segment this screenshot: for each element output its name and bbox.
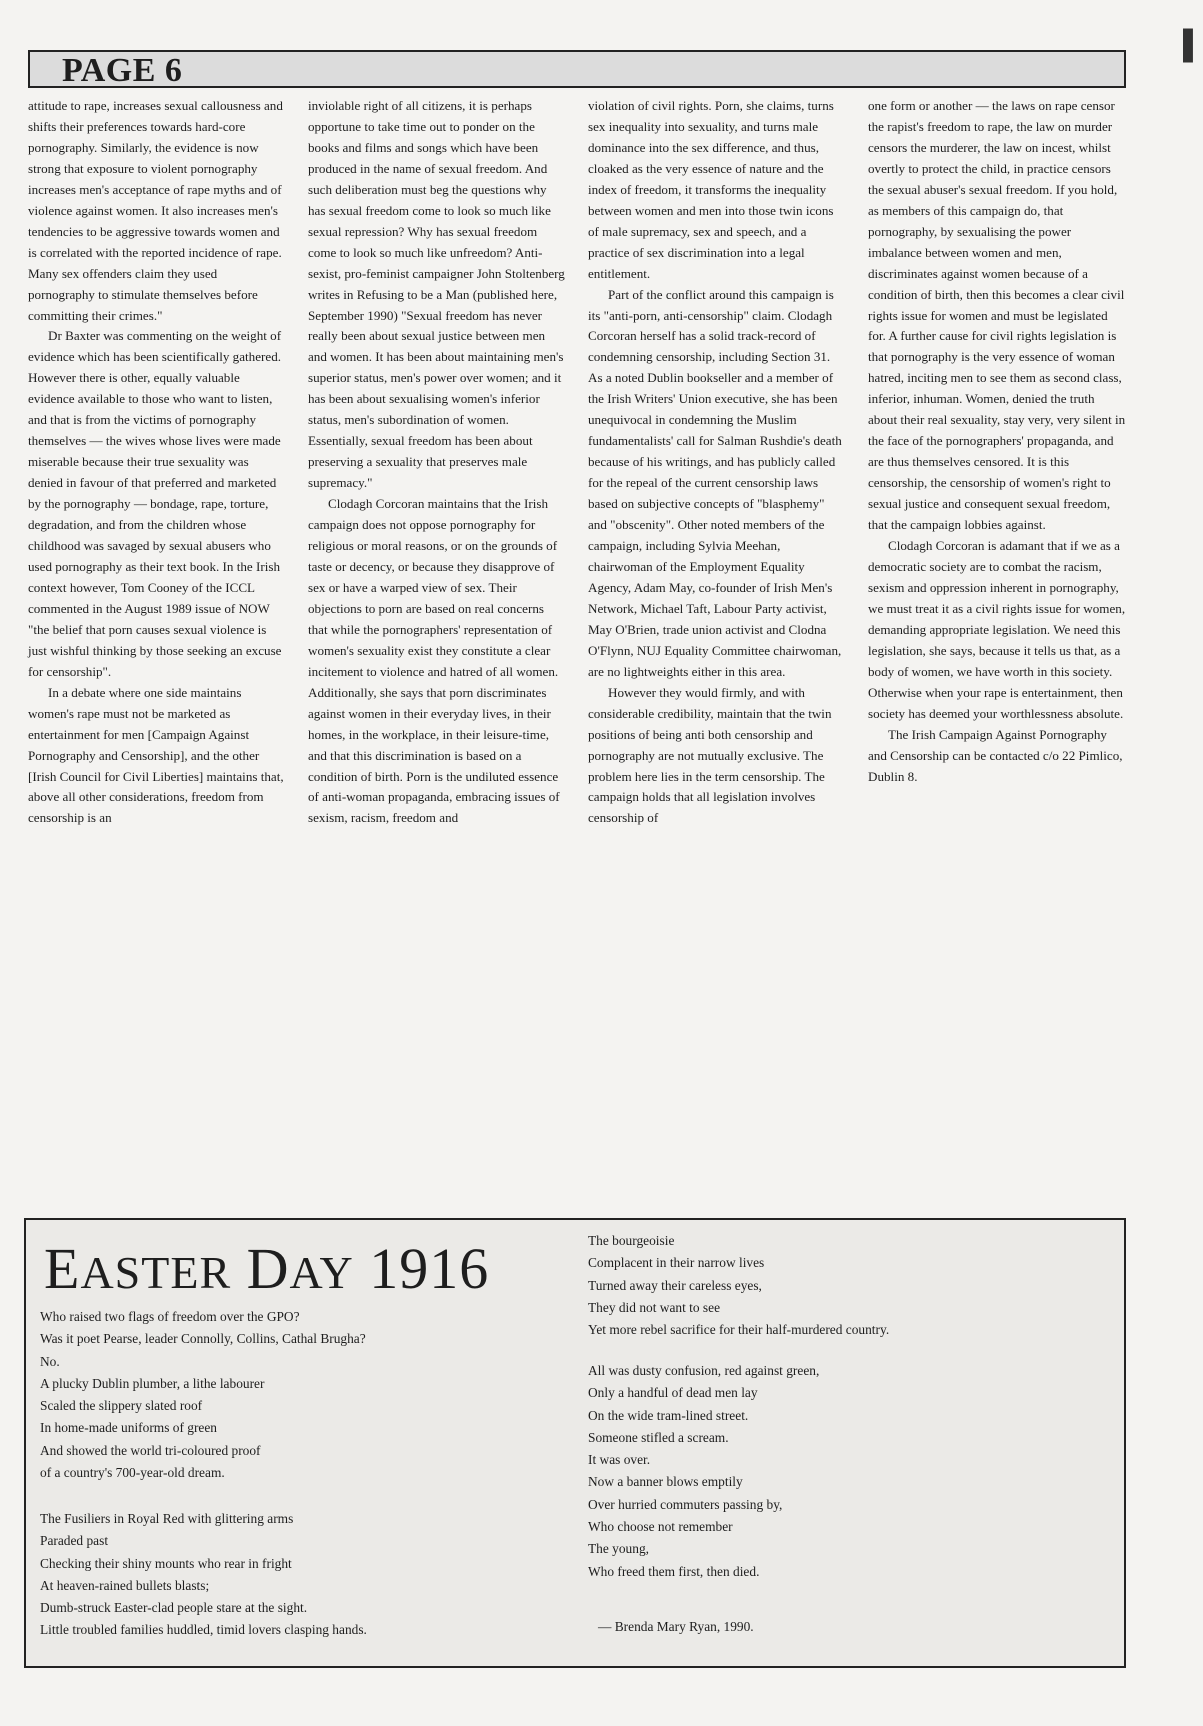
article-columns: [28, 96, 1126, 1204]
paragraph: Part of the conflict around this campaign is its "anti-porn, anti-censorship" claim. Clodagh Corcoran herself has a solid track-record of condemning censorship, including Section 31. As a noted Dublin bookseller and a member of the Irish Writers' Union executive, she has been unequivocal in condemning the Muslim fundamentalists' call for Salman Rushdie's death because of his writings, and has publicly called for the repeal of the current censorship laws based on subjective concepts of "blasphemy" and "obscenity". Other noted members of the campaign, including Sylvia Meehan, chairwoman of the Employment Equality Agency, Adam May, co-founder of Irish Men's Network, Michael Taft, Labour Party activist, May O'Brien, trade union activist and Clodna O'Flynn, NUJ Equality Committee chairwoman, are no lightweights either in this area.: [588, 286, 842, 679]
poem-line: And showed the world tri-coloured proof: [40, 1442, 261, 1458]
paragraph: In a debate where one side maintains women's rape must not be marketed as entertainment for men [Campaign Against Pornography and Censorship], and the other [Irish Council for Civil Liberties] maintains that, above all other considerations, freedom from censorship is an: [28, 684, 284, 826]
poem-stanza-right-1: [588, 1230, 1108, 1341]
article-column-4: [868, 96, 1126, 1204]
paragraph: attitude to rape, increases sexual callousness and shifts their preferences towards hard-core pornography. Similarly, the evidence is now strong that exposure to violent pornography increases men's acceptance of rape myths and of violence against women. It also increases men's tendencies to be aggressive towards women and is correlated with the reported incidence of rape. Many sex offenders claim they used pornography to stimulate themselves before committing their crimes.": [28, 98, 283, 323]
paragraph: Clodagh Corcoran is adamant that if we as a democratic society are to combat the racism, sexism and oppression inherent in pornography, we must treat it as a civil rights issue for women, demanding appropriate legislation. We need this legislation, she says, because it tells us that, as a body of women, we have worth in this society. Otherwise when your rape is entertainment, then society has deemed your worthlessness absolute.: [868, 538, 1126, 721]
paragraph: The Irish Campaign Against Pornography and Censorship can be contacted c/o 22 Pimlico, Dublin 8.: [868, 726, 1123, 784]
poem-line: The bourgeoisie: [588, 1233, 675, 1248]
paragraph: one form or another — the laws on rape censor the rapist's freedom to rape, the law on murder censors the murderer, the law on incest, whilst overtly to protect the child, in practice censors the sexual abuser's sexual freedom. If you hold, as members of this campaign do, that pornography, by sexualising the power imbalance between women and men, discriminates against women because of a condition of birth, then this becomes a clear civil rights issue for women and must be legislated for. A further cause for civil rights legislation is that pornography is the very essence of woman hatred, inciting men to see them as second class, inferior, inhuman. Women, denied the truth about their real sexuality, stay very, very silent in the face of the pornographers' propaganda, and are thus themselves censored. It is this censorship, the censorship of women's right to sexual justice and consequent sexual freedom, that the campaign lobbies against.: [868, 98, 1126, 533]
poem-line: Who raised two flags of freedom over the GPO?: [40, 1309, 300, 1324]
article-column-1: [28, 96, 286, 1204]
poem-stanza-right-2: [588, 1360, 1108, 1583]
poem-stanza-left-1: [40, 1306, 540, 1484]
poem-line: Over hurried commuters passing by,: [588, 1496, 783, 1512]
poem-line: At heaven-rained bullets blasts;: [40, 1577, 210, 1593]
poem-line: They did not want to see: [588, 1299, 721, 1315]
article-column-3: [588, 96, 846, 1204]
poem-stanza-left-2: [40, 1508, 540, 1642]
poem-line: of a country's 700-year-old dream.: [40, 1465, 225, 1481]
poem-line: No.: [40, 1353, 60, 1369]
poem-line: Scaled the slippery slated roof: [40, 1398, 203, 1414]
page-header-bar: [28, 50, 1126, 88]
poem-line: Turned away their careless eyes,: [588, 1277, 762, 1293]
poem-line: The Fusiliers in Royal Red with glittering arms: [40, 1511, 294, 1526]
poem-line: Now a banner blows emptily: [588, 1474, 743, 1490]
poem-line: Only a handful of dead men lay: [588, 1385, 758, 1401]
paragraph: Clodagh Corcoran maintains that the Irish campaign does not oppose pornography for religious or moral reasons, or on the grounds of taste or decency, or because they disapprove of sex or have a warped view of sex. Their objections to porn are based on real concerns that while the pornographers' representation of women's sexuality exist they constitute a clear incitement to violence and hatred of all women. Additionally, she says that porn discriminates against women in their everyday lives, in their homes, in the workplace, in their leisure-time, and that this discrimination is based on a condition of birth. Porn is the undiluted essence of anti-woman propaganda, embracing issues of sexism, racism, freedom and: [308, 496, 560, 826]
poem-author-credit: — Brenda Mary Ryan, 1990.: [598, 1619, 754, 1634]
paragraph: inviolable right of all citizens, it is perhaps opportune to take time out to ponder on the books and films and songs which have been produced in the name of sexual freedom. And such deliberation must beg the questions why has sexual freedom come to look so much like sexual repression? Why has sexual freedom come to look so much like unfreedom? Anti-sexist, pro-feminist campaigner John Stoltenberg writes in Refusing to be a Man (published here, September 1990) "Sexual freedom has never really been about sexual justice between men and women. It has been about maintaining men's superior status, men's power over women; and it has been about sexualising women's inferior status, men's subordination of women. Essentially, sexual freedom has been about preserving a sexuality that preserves male supremacy.": [308, 98, 565, 491]
poem-line: In home-made uniforms of green: [40, 1420, 217, 1436]
poem-line: Yet more rebel sacrifice for their half-murdered country.: [588, 1322, 890, 1338]
poem-line: Who choose not remember: [588, 1519, 733, 1535]
paragraph: Dr Baxter was commenting on the weight of evidence which has been scientifically gathered. However there is other, equally valuable evidence available to those who want to listen, and that is from the victims of pornography themselves — the wives whose lives were made miserable because their true sexuality was denied in favour of that preferred and marketed by the pornography — bondage, rape, torture, degradation, and from the children whose childhood was savaged by sexual abusers who used pornography as their text book. In the Irish context however, Tom Cooney of the ICCL commented in the August 1989 issue of NOW "the belief that porn causes sexual violence is just wishful thinking by those seeking an excuse for censorship".: [28, 328, 282, 679]
poem-title: EASTER DAY 1916: [44, 1236, 490, 1301]
article-column-2: [308, 96, 566, 1204]
poem-line: Dumb-struck Easter-clad people stare at the sight.: [40, 1600, 308, 1616]
poem-line: All was dusty confusion, red against green,: [588, 1363, 820, 1378]
poem-line: The young,: [588, 1541, 649, 1557]
poem-line: Complacent in their narrow lives: [588, 1255, 765, 1271]
poem-line: Checking their shiny mounts who rear in fright: [40, 1555, 292, 1571]
edge-mark: ▌: [1183, 30, 1203, 61]
poem-line: Little troubled families huddled, timid lovers clasping hands.: [40, 1622, 367, 1638]
paragraph: violation of civil rights. Porn, she claims, turns sex inequality into sexuality, and turns male dominance into the sex difference, and thus, cloaked as the very essence of nature and the index of freedom, it transforms the inequality between women and men into those twin icons of male supremacy, sex and speech, and a practice of sex discrimination into a legal entitlement.: [588, 98, 834, 281]
poem-line: A plucky Dublin plumber, a lithe labourer: [40, 1375, 265, 1391]
poem-line: Someone stifled a scream.: [588, 1429, 729, 1445]
page-number-label: PAGE 6: [62, 52, 183, 89]
poem-line: On the wide tram-lined street.: [588, 1407, 749, 1423]
poem-line: Was it poet Pearse, leader Connolly, Collins, Cathal Brugha?: [40, 1331, 366, 1347]
poem-line: Paraded past: [40, 1533, 109, 1549]
poem-line: Who freed them first, then died.: [588, 1563, 760, 1579]
poem-box: [24, 1218, 1126, 1668]
poem-line: It was over.: [588, 1452, 651, 1468]
paragraph: However they would firmly, and with considerable credibility, maintain that the twin positions of being anti both censorship and pornography are not mutually exclusive. The problem here lies in the term censorship. The campaign holds that all legislation involves censorship of: [588, 684, 832, 826]
